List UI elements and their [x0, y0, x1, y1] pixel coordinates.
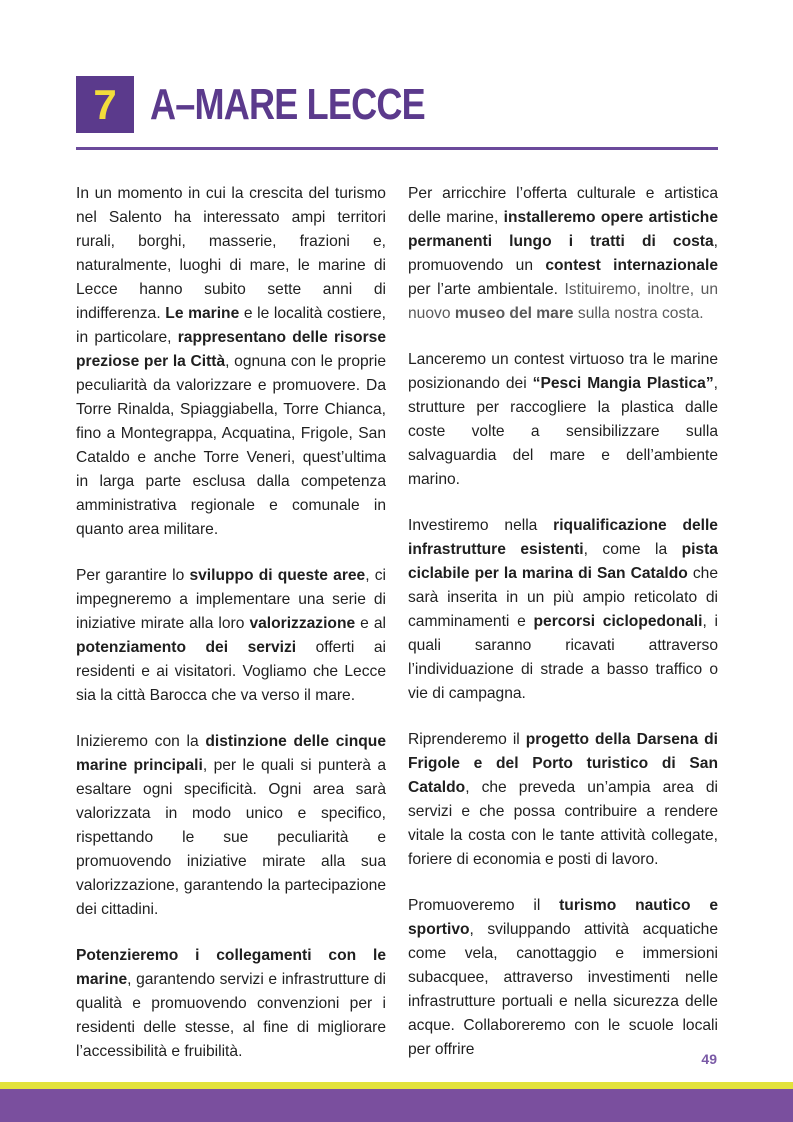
paragraph	[76, 564, 386, 708]
page-number: 49	[701, 1051, 717, 1067]
bold-text: progetto della Darsena di Frigole e del Porto turistico di San Cataldo	[408, 731, 718, 796]
text: , strutture per raccogliere la plastica dalle coste volte a sensibilizzare sulla salvaguardia del mare e dell’ambiente marino.	[408, 375, 718, 488]
paragraph	[76, 944, 386, 1064]
text: Inizieremo con la	[76, 733, 206, 750]
text: Per garantire lo	[76, 567, 190, 584]
footer-stripe-purple	[0, 1089, 793, 1122]
paragraph	[408, 894, 718, 1062]
text: , che preveda un’ampia area di servizi e che possa contribuire a rendere vitale la costa con le tante attività collegate, foriere di economia e posti di lavoro.	[408, 779, 718, 868]
text: Investiremo nella	[408, 517, 554, 534]
bold-text: pista ciclabile per la marina di San Cataldo	[408, 541, 718, 582]
paragraph	[76, 730, 386, 922]
text: , ci impegneremo a implementare una serie di iniziative mirate alla loro	[76, 567, 386, 632]
bold-text: Le marine	[165, 305, 240, 322]
bold-text: installeremo opere artistiche permanenti lungo i tratti di costa	[408, 209, 718, 250]
text: , promuovendo un	[408, 233, 718, 274]
bold-text: riqualificazione delle infrastrutture esistenti	[408, 517, 718, 558]
paragraph	[408, 728, 718, 872]
paragraph	[408, 182, 718, 326]
text: offerti ai residenti e ai visitatori. Vogliamo che Lecce sia la città Barocca che va verso il mare.	[76, 639, 386, 704]
bold-text: contest internazionale	[545, 257, 718, 274]
text: , come la	[583, 541, 682, 558]
text: , i quali saranno ricavati attraverso l’individuazione di strade a basso traffico o vie di campagna.	[408, 613, 718, 702]
text: , per le quali si punterà a esaltare ogni specificità. Ogni area sarà valorizzata in modo unico e specifico, rispettando le sue peculiarità e promuovendo iniziative mirate alla sua valorizzazione, garantendo la partecipazione dei cittadini.	[76, 757, 386, 918]
bold-text: museo del mare	[454, 305, 574, 322]
paragraph	[408, 514, 718, 706]
text: che sarà inserita in un più ampio reticolato di camminamenti e	[408, 565, 718, 630]
footer-stripe-yellow	[0, 1082, 793, 1089]
bold-text: percorsi ciclopedonali	[533, 613, 703, 630]
text: per l’arte ambientale.	[408, 281, 565, 298]
text: e al	[355, 615, 386, 632]
text: Per arricchire l’offerta culturale e artistica delle marine,	[408, 185, 718, 226]
text: , garantendo servizi e infrastrutture di qualità e promuovendo convenzioni per i residenti delle stesse, al fine di migliorare l’accessibilità e fruibilità.	[76, 971, 386, 1060]
text: Promuoveremo il	[408, 897, 560, 914]
bold-text: potenziamento dei servizi	[76, 639, 297, 656]
text: In un momento in cui la crescita del turismo nel Salento ha interessato ampi territori rurali, borghi, masserie, frazioni e, naturalmente, luoghi di mare, le marine di Lecce hanno subito sette anni di indifferenza.	[76, 185, 386, 322]
bold-text: rappresentano delle risorse preziose per la Città	[76, 329, 386, 370]
bold-text: Potenzieremo i collegamenti con le marine	[76, 947, 386, 988]
text: , sviluppando attività acquatiche come vela, canottaggio e immersioni subacquee, attraverso investimenti nelle infrastrutture portuali e nella sicurezza delle acque. Collaboreremo con le scuole locali per offrire	[408, 921, 718, 1058]
bold-text: sviluppo di queste aree	[189, 567, 366, 584]
paragraph	[76, 182, 386, 542]
text: e le località costiere, in particolare,	[76, 305, 386, 346]
chapter-number: 7	[93, 81, 117, 128]
chapter-number-badge	[76, 76, 134, 133]
chapter-title: A–MARE LECCE	[150, 80, 425, 129]
text: Riprenderemo il	[408, 731, 526, 748]
title-divider	[76, 147, 718, 150]
text: Lanceremo un contest virtuoso tra le marine posizionando dei	[408, 351, 718, 392]
text: sulla nostra costa.	[573, 305, 704, 322]
bold-text: turismo nautico e sportivo	[408, 897, 718, 938]
bold-text: valorizzazione	[249, 615, 356, 632]
left-column	[76, 182, 386, 1086]
paragraph	[408, 348, 718, 492]
right-column	[408, 182, 718, 1084]
bold-text: distinzione delle cinque marine principali	[76, 733, 386, 774]
bold-text: “Pesci Mangia Plastica”	[532, 375, 714, 392]
text: , ognuna con le proprie peculiarità da valorizzare e promuovere. Da Torre Rinalda, Spiaggiabella, Torre Chianca, fino a Montegrappa, Acquatina, Frigole, San Cataldo e anche Torre Veneri, quest’ultima in larga parte esclusa dalla competenza amministrativa regionale e comunale in quanto area militare.	[76, 353, 386, 538]
text: Istituiremo, inoltre, un nuovo	[408, 281, 719, 322]
